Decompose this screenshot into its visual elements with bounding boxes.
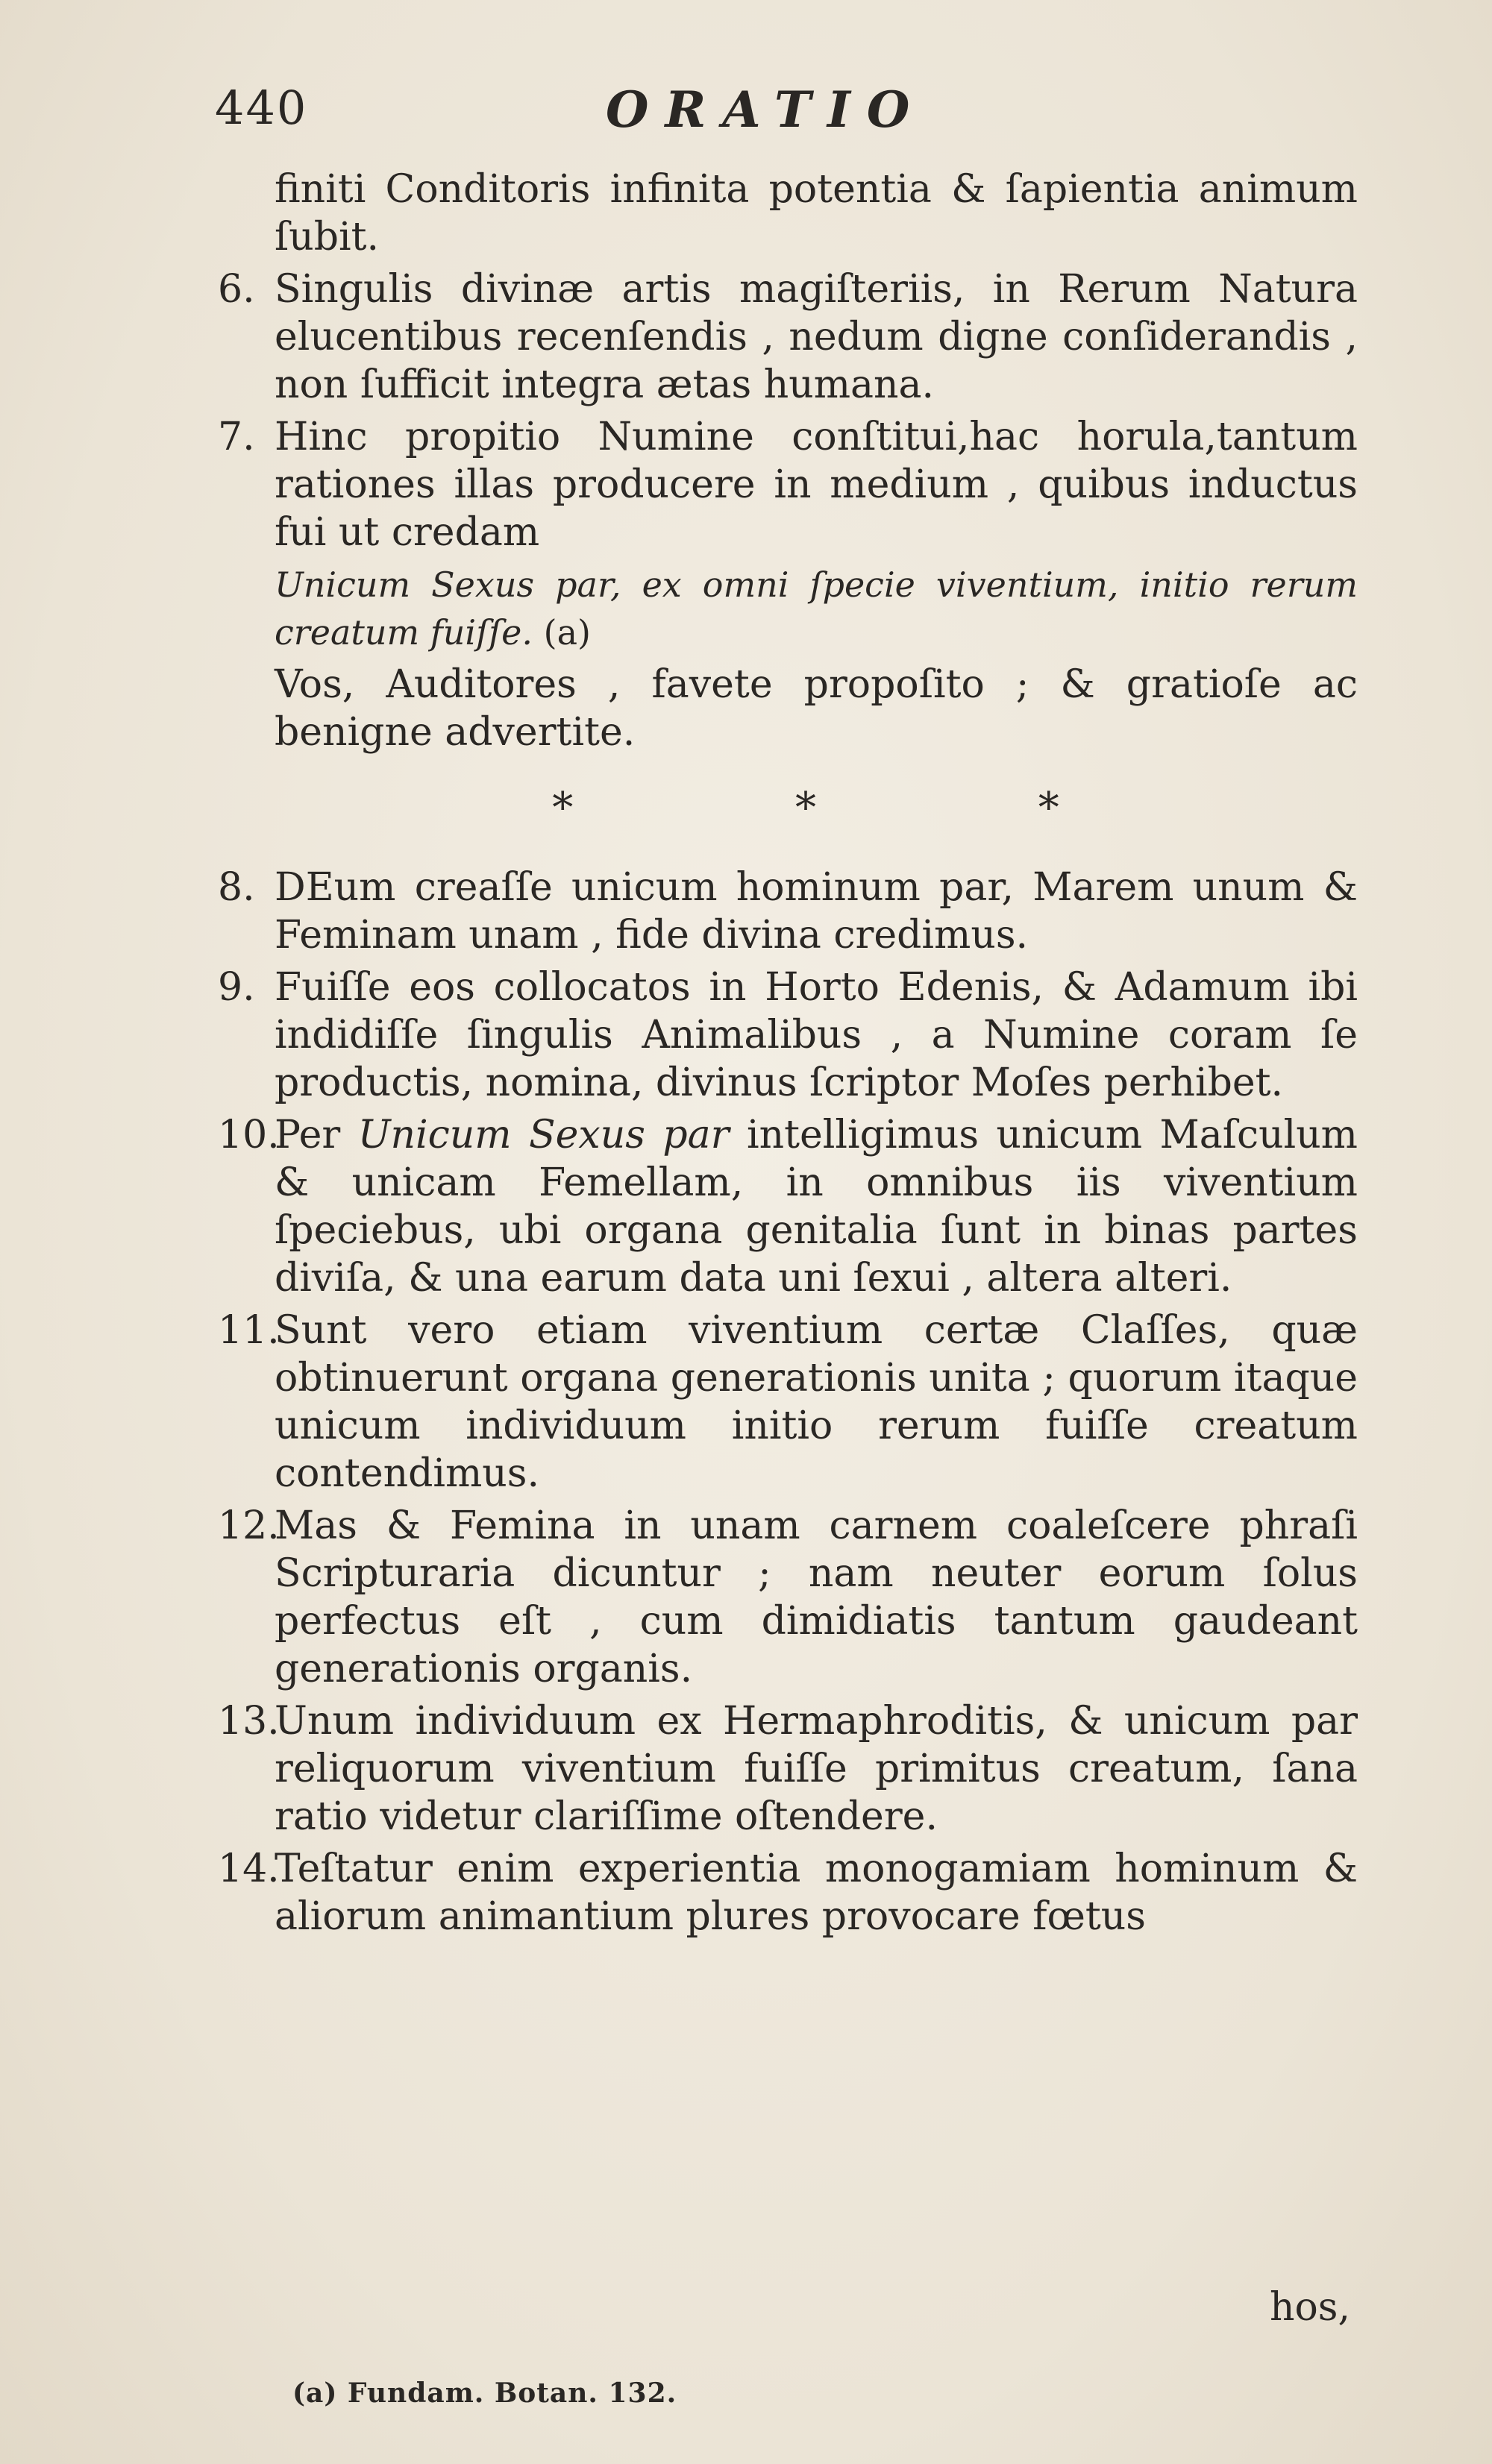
page-number: 440 [215, 81, 308, 135]
main-text [218, 166, 1358, 1945]
paragraph-12 [218, 1502, 1358, 1693]
paragraph-text: finiti Conditoris infinita potentia & ſapientia animum ſubit. [275, 167, 1358, 260]
paragraph-continuation [224, 166, 1358, 261]
paragraph-text: Fuiſſe eos collocatos in Horto Edenis, & Adamum ibi indidiſſe ſingulis Animalibus , a Numine coram ſe productis, nomina, divinus ſcriptor Moſes perhibet. [275, 965, 1358, 1105]
paragraph-body [275, 1111, 1358, 1302]
paragraph-number: 7. [218, 415, 255, 459]
paragraph-number: 11. [218, 1308, 280, 1353]
running-head: ORATIO [606, 81, 927, 139]
address-text: Vos, Auditores , favete propoſito ; & gratioſe ac benigne advertite. [275, 662, 1358, 755]
paragraph-13 [218, 1697, 1358, 1841]
italic-term: Unicum Sexus par [357, 1113, 730, 1157]
paragraph-text: Hinc propitio Numine conſtitui,hac horula,tantum rationes illas producere in medium , quibus inductus fui ut credam [275, 415, 1358, 555]
paragraph-number: 13. [218, 1699, 280, 1744]
paragraph-text: intelligimus unicum Maſculum & unicam Femellam, in omnibus iis viventium ſpeciebus, ubi organa genitalia ſunt in binas partes diviſa, & una earum data uni ſexui , altera alteri. [275, 1113, 1358, 1301]
paragraph-number: 6. [218, 267, 255, 312]
paragraph-text: Teſtatur enim experientia monogamiam hominum & aliorum animantium plures provocare fœtus [275, 1847, 1358, 1939]
footnote-reference: (a) [543, 612, 591, 653]
paragraph-11 [218, 1307, 1358, 1497]
paragraph-number: 9. [218, 965, 255, 1010]
paragraph-6 [218, 265, 1358, 409]
paragraph-number: 12. [218, 1503, 280, 1548]
paragraph-number: 8. [218, 865, 255, 910]
paragraph-number: 10. [218, 1113, 280, 1157]
page-header [0, 81, 1492, 140]
paragraph-text: Singulis divinæ artis magiſteriis, in Rerum Natura elucentibus recenſendis , nedum digne conſiderandis , non ſufficit integra ætas humana. [275, 267, 1358, 407]
section-divider-asterisks: * * * [552, 784, 1164, 832]
footnote: (a) Fundam. Botan. 132. [292, 2377, 677, 2409]
address-paragraph [224, 661, 1358, 756]
paragraph-text: Mas & Femina in unam carnem coaleſcere phraſi Scripturaria dicuntur ; nam neuter eorum ſolus perfectus eſt , cum dimidiatis tantum gaudeant generationis organis. [275, 1503, 1358, 1691]
paragraph-7 [218, 413, 1358, 556]
paragraph-lead: Per [275, 1113, 341, 1157]
paragraph-text: DEum creaſſe unicum hominum par, Marem unum & Feminam unam , fide divina credimus. [275, 865, 1358, 958]
paragraph-10 [218, 1111, 1358, 1302]
thesis-quote [224, 561, 1358, 656]
paragraph-number: 14. [218, 1847, 280, 1891]
paragraph-text: Sunt vero etiam viventium certæ Claſſes, quæ obtinuerunt organa generationis unita ; quorum itaque unicum individuum initio rerum fuiſſe creatum contendimus. [275, 1308, 1358, 1496]
paragraph-text: Unum individuum ex Hermaphroditis, & unicum par reliquorum viventium fuiſſe primitus creatum, ſana ratio videtur clariſſime oſtendere. [275, 1699, 1358, 1839]
paragraph-14 [218, 1845, 1358, 1940]
paragraph-9 [218, 964, 1358, 1107]
catchword: hos, [1269, 2285, 1350, 2330]
thesis-text: Unicum Sexus par, ex omni ſpecie viventium, initio rerum creatum fuiſſe. [275, 565, 1358, 653]
paragraph-8 [218, 864, 1358, 959]
